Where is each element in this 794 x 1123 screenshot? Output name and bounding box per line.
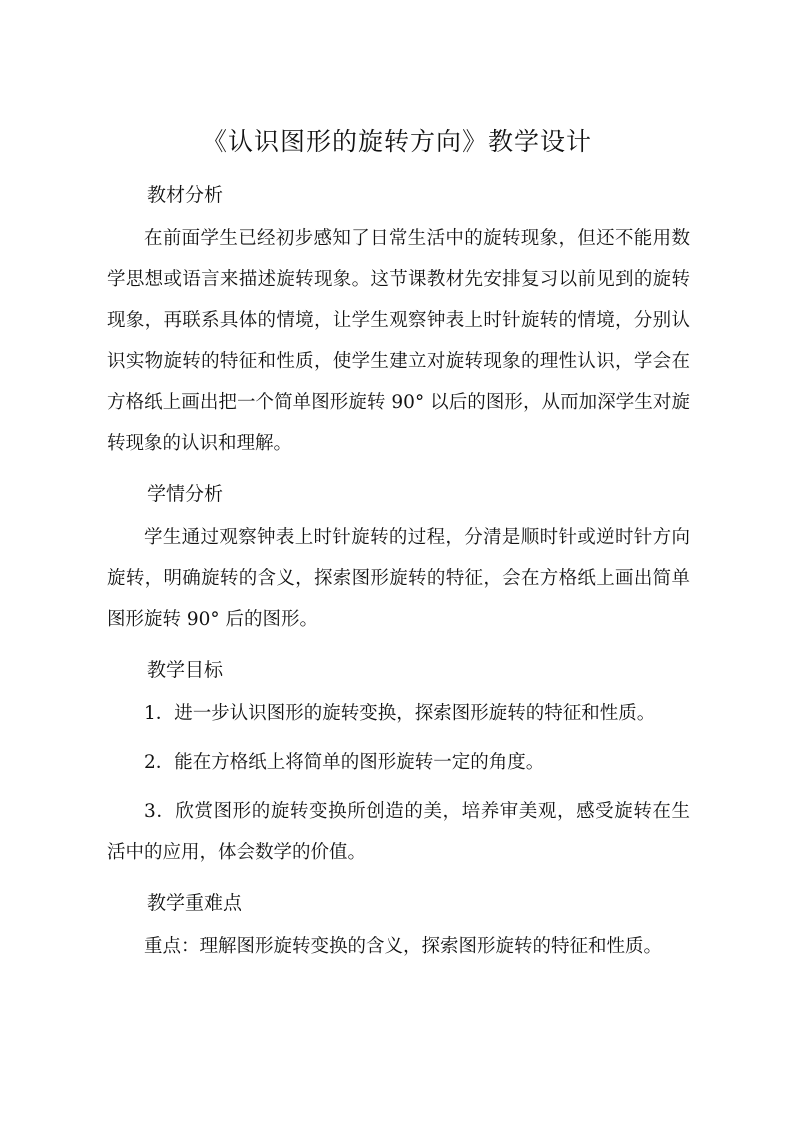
paragraph-keypoints: 重点：理解图形旋转变换的含义，探索图形旋转的特征和性质。 [144, 936, 663, 957]
section-heading-goals: 教学目标 [147, 659, 224, 681]
document-title: 《认识图形的旋转方向》教学设计 [201, 127, 592, 156]
document-body [107, 173, 690, 967]
goal-item-2: 2．能在方格纸上将简单的图形旋转一定的角度。 [144, 752, 545, 773]
paragraph-students: 学生通过观察钟表上时针旋转的过程，分清是顺时针或逆时针方向旋转，明确旋转的含义，探索图形旋转的特征，会在方格纸上画出简单图形旋转 90° 后的图形。 [107, 527, 690, 630]
goal-item-1: 1．进一步认识图形的旋转变换，探索图形旋转的特征和性质。 [144, 703, 656, 724]
goal-item-3: 3．欣赏图形的旋转变换所创造的美，培养审美观，感受旋转在生活中的应用，体会数学的价值。 [107, 801, 690, 863]
section-heading-material: 教材分析 [147, 184, 224, 206]
paragraph-material: 在前面学生已经初步感知了日常生活中的旋转现象，但还不能用数学思想或语言来描述旋转现象。这节课教材先安排复习以前见到的旋转现象，再联系具体的情境，让学生观察钟表上时针旋转的情境，分别认识实物旋转的特征和性质，使学生建立对旋转现象的理性认识，学会在方格纸上画出把一个简单图形旋转 90° 以后的图形，从而加深学生对旋转现象的认识和理解。 [107, 228, 690, 454]
section-heading-students: 学情分析 [147, 483, 224, 505]
section-heading-keypoints: 教学重难点 [147, 892, 243, 914]
